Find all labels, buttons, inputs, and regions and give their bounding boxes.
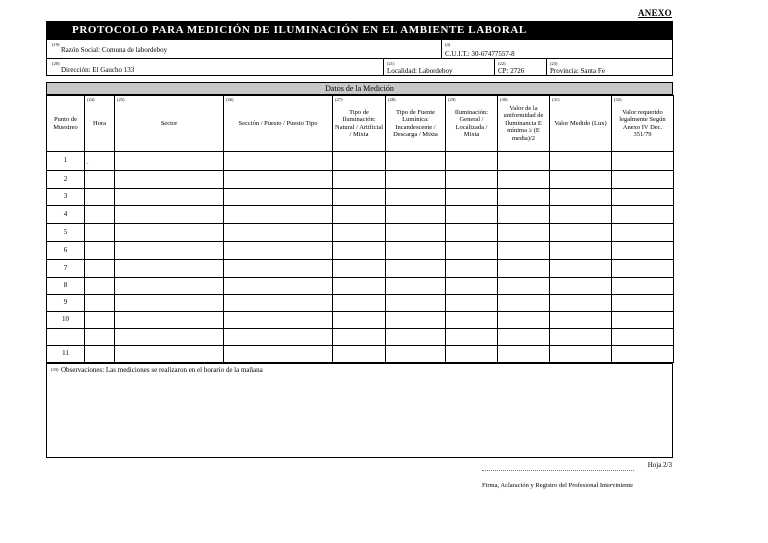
sample-point-cell: 3: [47, 189, 85, 206]
table-cell: [386, 224, 446, 242]
table-cell: [85, 152, 115, 171]
table-cell: [333, 206, 386, 224]
field-number: (23): [550, 61, 558, 66]
column-header: [224, 96, 333, 152]
table-cell: [386, 312, 446, 329]
table-row: [47, 189, 674, 206]
column-number: (28): [388, 97, 396, 102]
table-row: [47, 329, 674, 346]
table-cell: [85, 295, 115, 312]
table-cell: [498, 260, 550, 278]
table-cell: [550, 206, 612, 224]
measurement-table: [46, 95, 674, 363]
table-cell: [386, 242, 446, 260]
field-number: (22): [498, 61, 506, 66]
table-cell: [224, 346, 333, 363]
sample-point-cell: 4: [47, 206, 85, 224]
razon-social-text: Razón Social: Comuna de labordeboy: [61, 46, 168, 54]
table-cell: [498, 329, 550, 346]
sample-point-cell: 9: [47, 295, 85, 312]
table-cell: [612, 278, 674, 295]
table-cell: [224, 171, 333, 189]
table-cell: [85, 346, 115, 363]
table-cell: [386, 152, 446, 171]
table-cell: [550, 152, 612, 171]
table-cell: [550, 329, 612, 346]
table-cell: [612, 260, 674, 278]
annex-label: ANEXO: [637, 8, 672, 18]
table-cell: [115, 346, 224, 363]
table-cell: [550, 295, 612, 312]
column-number: (29): [448, 97, 456, 102]
cp-field: [494, 58, 547, 76]
table-cell: [224, 242, 333, 260]
table-cell: [224, 312, 333, 329]
column-header: [85, 96, 115, 152]
field-number: (21): [387, 61, 395, 66]
table-cell: [550, 242, 612, 260]
field-number: (20): [52, 61, 60, 66]
table-cell: [224, 152, 333, 171]
column-header: [333, 96, 386, 152]
table-cell: [446, 242, 498, 260]
column-label: Sector: [160, 119, 178, 127]
table-cell: [85, 329, 115, 346]
localidad-field: [383, 58, 495, 76]
field-number: (19): [52, 42, 60, 47]
table-cell: [498, 152, 550, 171]
table-cell: [115, 224, 224, 242]
table-cell: [498, 346, 550, 363]
table-cell: [333, 278, 386, 295]
table-cell: [224, 295, 333, 312]
table-cell: [612, 189, 674, 206]
table-cell: [612, 242, 674, 260]
table-cell: [85, 278, 115, 295]
direccion-text: Dirección: El Gaucho 133: [61, 66, 135, 74]
column-label: Punto de Muestreo: [53, 116, 78, 131]
table-cell: [85, 206, 115, 224]
table-row: [47, 295, 674, 312]
cuit-text: C.U.I.T.: 30-67477557-8: [445, 50, 515, 58]
table-cell: [386, 329, 446, 346]
column-label: Valor Medido (Lux): [554, 119, 607, 127]
table-cell: [115, 260, 224, 278]
table-cell: [386, 206, 446, 224]
table-cell: [498, 224, 550, 242]
table-cell: [333, 242, 386, 260]
table-cell: [85, 171, 115, 189]
table-cell: [612, 206, 674, 224]
table-cell: [446, 278, 498, 295]
provincia-field: [546, 58, 673, 76]
table-cell: [498, 242, 550, 260]
table-cell: [446, 224, 498, 242]
table-cell: [612, 346, 674, 363]
table-cell: [550, 224, 612, 242]
page-number: Hoja 2/3: [647, 461, 672, 469]
table-body: [47, 152, 674, 363]
table-cell: [446, 329, 498, 346]
table-cell: [550, 189, 612, 206]
table-cell: [115, 171, 224, 189]
table-cell: [386, 189, 446, 206]
table-cell: [115, 278, 224, 295]
column-number: (31): [552, 97, 560, 102]
document-title-bar: [46, 21, 673, 39]
column-header: [550, 96, 612, 152]
table-row: [47, 152, 674, 171]
table-cell: [386, 171, 446, 189]
column-number: (30): [500, 97, 508, 102]
table-cell: [550, 260, 612, 278]
table-cell: [550, 312, 612, 329]
table-header-row: [47, 96, 674, 152]
column-number: (27): [335, 97, 343, 102]
table-cell: [224, 278, 333, 295]
column-label: Tipo de Fuente Lumínica: Incandescente / Descarga / Mixta: [393, 108, 438, 138]
table-row: [47, 224, 674, 242]
sample-point-cell: 8: [47, 278, 85, 295]
table-cell: [333, 152, 386, 171]
table-cell: [612, 295, 674, 312]
document-title: PROTOCOLO PARA MEDICIÓN DE ILUMINACIÓN EN EL AMBIENTE LABORAL: [72, 24, 527, 36]
table-cell: [333, 329, 386, 346]
table-cell: [85, 312, 115, 329]
table-cell: [333, 224, 386, 242]
column-number: (25): [117, 97, 125, 102]
table-cell: [85, 224, 115, 242]
localidad-text: Localidad: Labordeboy: [387, 67, 453, 75]
table-cell: [386, 346, 446, 363]
column-number: (24): [87, 97, 95, 102]
table-cell: [224, 224, 333, 242]
table-cell: [115, 312, 224, 329]
table-cell: [386, 295, 446, 312]
cuit-field: [441, 39, 673, 59]
table-row: [47, 242, 674, 260]
razon-social-field: [46, 39, 442, 59]
table-row: [47, 278, 674, 295]
sample-point-cell: 11: [47, 346, 85, 363]
table-row: [47, 346, 674, 363]
section-title: Datos de la Medición: [46, 82, 673, 95]
column-header: [612, 96, 674, 152]
table-cell: [224, 329, 333, 346]
table-row: [47, 312, 674, 329]
sample-point-cell: 6: [47, 242, 85, 260]
table-cell: [333, 171, 386, 189]
table-cell: [333, 295, 386, 312]
sample-point-cell: 2: [47, 171, 85, 189]
column-header: [115, 96, 224, 152]
column-header: [446, 96, 498, 152]
table-cell: [115, 242, 224, 260]
table-cell: [115, 206, 224, 224]
observaciones-text: Observaciones: Las mediciones se realizaron en el horario de la mañana: [61, 366, 263, 374]
table-cell: [224, 206, 333, 224]
table-cell: [386, 260, 446, 278]
table-cell: [612, 312, 674, 329]
column-number: (32): [614, 97, 622, 102]
signature-caption: Firma, Aclaración y Registro del Profesional Interviniente: [481, 482, 634, 489]
table-cell: [85, 189, 115, 206]
table-cell: [498, 278, 550, 295]
table-cell: [115, 295, 224, 312]
cell-mark: .: [87, 159, 89, 166]
direccion-field: [46, 58, 384, 76]
table-row: [47, 171, 674, 189]
column-header: [47, 96, 85, 152]
column-label: Hora: [93, 119, 106, 127]
table-cell: [612, 171, 674, 189]
observaciones-box: [46, 363, 673, 458]
table-cell: [550, 278, 612, 295]
table-cell: [446, 260, 498, 278]
table-cell: [446, 312, 498, 329]
table-cell: [115, 329, 224, 346]
table-cell: [85, 242, 115, 260]
sample-point-cell: 10: [47, 312, 85, 329]
table-cell: [498, 206, 550, 224]
table-cell: [612, 152, 674, 171]
table-cell: [612, 224, 674, 242]
column-label: Iluminación: General / Localizada / Mixta: [454, 108, 489, 138]
table-cell: [446, 346, 498, 363]
column-header: [498, 96, 550, 152]
table-cell: [498, 171, 550, 189]
table-cell: [224, 189, 333, 206]
table-cell: [498, 295, 550, 312]
sample-point-cell: 7: [47, 260, 85, 278]
column-number: (26): [226, 97, 234, 102]
table-cell: [115, 189, 224, 206]
cp-text: CP: 2726: [498, 67, 525, 75]
table-cell: [446, 295, 498, 312]
table-cell: [224, 260, 333, 278]
table-cell: [115, 152, 224, 171]
table-cell: [333, 189, 386, 206]
table-cell: [612, 329, 674, 346]
column-label: Valor requerido legalmente Según Anexo IV Dec. 351/79: [619, 108, 666, 138]
signature-line: [482, 470, 634, 471]
table-cell: [333, 260, 386, 278]
provincia-text: Provincia: Santa Fe: [550, 67, 605, 75]
table-cell: [550, 171, 612, 189]
column-label: Tipo de Iluminación: Natural / Artificial / Mixta: [335, 108, 384, 138]
table-cell: [85, 260, 115, 278]
table-cell: [446, 152, 498, 171]
sample-point-cell: [47, 329, 85, 346]
table-cell: [446, 189, 498, 206]
sample-point-cell: 5: [47, 224, 85, 242]
field-number: (4): [445, 42, 451, 47]
column-label: Sección / Puesto / Puesto Tipo: [238, 119, 318, 127]
table-cell: [550, 346, 612, 363]
table-cell: [386, 278, 446, 295]
sample-point-cell: 1: [47, 152, 85, 171]
column-header: [386, 96, 446, 152]
field-number: (33): [51, 367, 59, 372]
table-cell: [333, 346, 386, 363]
table-row: [47, 206, 674, 224]
column-label: Valor de la uniformidad de Iluminancia E mínima ≥ (E media)/2: [503, 104, 544, 142]
table-cell: [498, 312, 550, 329]
table-cell: [446, 171, 498, 189]
table-cell: [446, 206, 498, 224]
table-cell: [333, 312, 386, 329]
table-row: [47, 260, 674, 278]
table-cell: [498, 189, 550, 206]
